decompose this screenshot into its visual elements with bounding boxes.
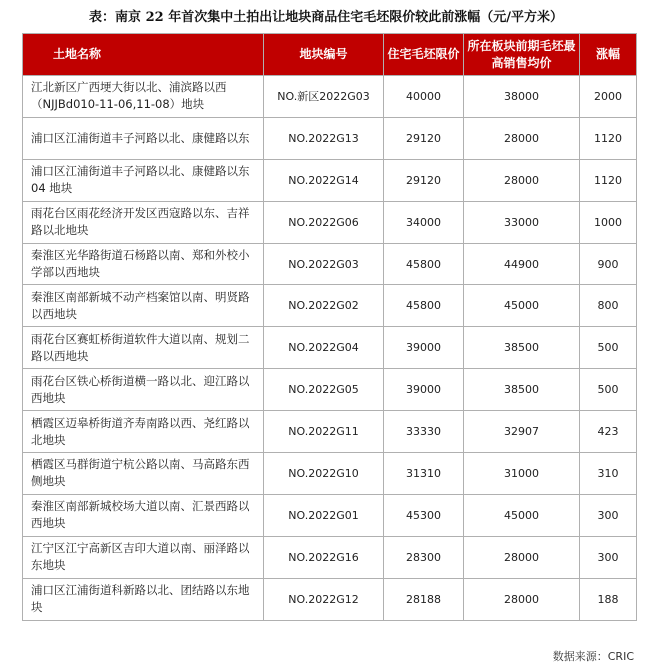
cell-price-limit: 39000: [384, 369, 464, 411]
cell-rise: 188: [580, 578, 637, 620]
table-row: [23, 243, 637, 285]
cell-land-name: 浦口区江浦街道丰子河路以北、康健路以东: [23, 117, 264, 159]
cell-rise: 300: [580, 536, 637, 578]
cell-land-name: 栖霞区迈皋桥街道齐寿南路以西、尧红路以北地块: [23, 411, 264, 453]
header-previous-max-price: 所在板块前期毛坯最高销售均价: [464, 34, 580, 76]
table-title: 表：南京 22 年首次集中土拍出让地块商品住宅毛坯限价较此前涨幅（元/平方米）: [89, 10, 563, 25]
table-row: [23, 411, 637, 453]
cell-price-limit: 29120: [384, 159, 464, 201]
cell-land-name: 雨花台区赛虹桥街道软件大道以南、规划二路以西地块: [23, 327, 264, 369]
cell-price-limit: 40000: [384, 76, 464, 118]
cell-rise: 423: [580, 411, 637, 453]
table-row: [23, 285, 637, 327]
cell-rise: 900: [580, 243, 637, 285]
cell-previous-max-price: 45000: [464, 285, 580, 327]
cell-previous-max-price: 44900: [464, 243, 580, 285]
cell-plot-code: NO.2022G03: [264, 243, 384, 285]
cell-plot-code: NO.2022G12: [264, 578, 384, 620]
cell-plot-code: NO.2022G10: [264, 453, 384, 495]
cell-price-limit: 45800: [384, 243, 464, 285]
cell-land-name: 秦淮区光华路街道石杨路以南、郑和外校小学部以西地块: [23, 243, 264, 285]
cell-price-limit: 45300: [384, 494, 464, 536]
cell-plot-code: NO.2022G05: [264, 369, 384, 411]
cell-land-name: 雨花台区雨花经济开发区西寇路以东、吉祥路以北地块: [23, 201, 264, 243]
cell-rise: 1120: [580, 159, 637, 201]
cell-plot-code: NO.2022G06: [264, 201, 384, 243]
cell-rise: 1000: [580, 201, 637, 243]
cell-previous-max-price: 33000: [464, 201, 580, 243]
cell-previous-max-price: 38500: [464, 327, 580, 369]
cell-previous-max-price: 31000: [464, 453, 580, 495]
header-price-limit: 住宅毛坯限价: [384, 34, 464, 76]
table-row: [23, 369, 637, 411]
cell-plot-code: NO.新区2022G03: [264, 76, 384, 118]
data-source: 数据来源：CRIC: [552, 650, 634, 663]
cell-previous-max-price: 38500: [464, 369, 580, 411]
cell-price-limit: 33330: [384, 411, 464, 453]
cell-previous-max-price: 45000: [464, 494, 580, 536]
cell-land-name: 江北新区广西埂大街以北、浦滨路以西（NJJBd010-11-06,11-08）地块: [23, 76, 264, 118]
cell-land-name: 秦淮区南部新城不动产档案馆以南、明贤路以西地块: [23, 285, 264, 327]
cell-land-name: 秦淮区南部新城校场大道以南、汇景西路以西地块: [23, 494, 264, 536]
cell-plot-code: NO.2022G13: [264, 117, 384, 159]
table-row: [23, 453, 637, 495]
table-row: [23, 536, 637, 578]
cell-previous-max-price: 28000: [464, 117, 580, 159]
table-row: [23, 327, 637, 369]
table-row: [23, 76, 637, 118]
cell-land-name: 浦口区江浦街道丰子河路以北、康健路以东 04 地块: [23, 159, 264, 201]
cell-plot-code: NO.2022G04: [264, 327, 384, 369]
cell-plot-code: NO.2022G14: [264, 159, 384, 201]
cell-price-limit: 45800: [384, 285, 464, 327]
header-land-name: 土地名称: [23, 34, 264, 76]
table-row: [23, 494, 637, 536]
table-row: [23, 117, 637, 159]
cell-price-limit: 39000: [384, 327, 464, 369]
cell-previous-max-price: 32907: [464, 411, 580, 453]
cell-land-name: 雨花台区铁心桥街道横一路以北、迎江路以西地块: [23, 369, 264, 411]
cell-plot-code: NO.2022G16: [264, 536, 384, 578]
cell-plot-code: NO.2022G02: [264, 285, 384, 327]
table-row: [23, 159, 637, 201]
cell-plot-code: NO.2022G01: [264, 494, 384, 536]
cell-price-limit: 28188: [384, 578, 464, 620]
land-price-table: [22, 33, 637, 621]
table-row: [23, 201, 637, 243]
table-row: [23, 578, 637, 620]
cell-price-limit: 29120: [384, 117, 464, 159]
cell-plot-code: NO.2022G11: [264, 411, 384, 453]
cell-land-name: 栖霞区马群街道宁杭公路以南、马高路东西侧地块: [23, 453, 264, 495]
cell-previous-max-price: 28000: [464, 536, 580, 578]
header-plot-code: 地块编号: [264, 34, 384, 76]
cell-rise: 2000: [580, 76, 637, 118]
cell-previous-max-price: 28000: [464, 159, 580, 201]
table-header-row: [23, 34, 637, 76]
cell-rise: 800: [580, 285, 637, 327]
cell-land-name: 浦口区江浦街道科新路以北、团结路以东地块: [23, 578, 264, 620]
cell-previous-max-price: 38000: [464, 76, 580, 118]
header-rise: 涨幅: [580, 34, 637, 76]
cell-price-limit: 31310: [384, 453, 464, 495]
cell-price-limit: 34000: [384, 201, 464, 243]
cell-rise: 310: [580, 453, 637, 495]
cell-land-name: 江宁区江宁高新区吉印大道以南、丽泽路以东地块: [23, 536, 264, 578]
cell-rise: 500: [580, 327, 637, 369]
cell-rise: 300: [580, 494, 637, 536]
cell-rise: 1120: [580, 117, 637, 159]
cell-price-limit: 28300: [384, 536, 464, 578]
cell-rise: 500: [580, 369, 637, 411]
cell-previous-max-price: 28000: [464, 578, 580, 620]
